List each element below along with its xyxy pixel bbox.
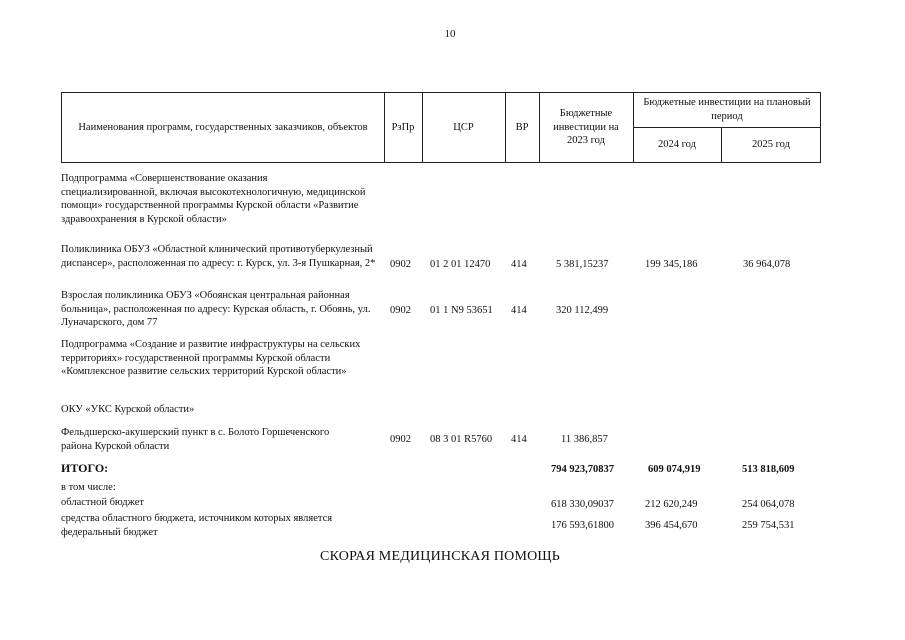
row-2023: 5 381,15237 <box>556 259 609 270</box>
row-rzpr: 0902 <box>390 305 411 316</box>
row-2024: 199 345,186 <box>645 259 698 270</box>
regional-2023: 618 330,09037 <box>551 499 614 510</box>
row-name: Поликлиника ОБУЗ «Областной клинический противотуберкулезный диспансер», расположенная по адресу: г. Курск, ул. 3-я Пушкарная, 2* <box>61 244 376 269</box>
col-header-2023: Бюджетные инвестиции на 2023 год <box>553 108 619 147</box>
including-label: в том числе: <box>61 482 116 493</box>
row-2025: 36 964,078 <box>743 259 791 270</box>
regional-2025: 254 064,078 <box>742 499 795 510</box>
total-2025: 513 818,609 <box>742 464 795 475</box>
row-vr: 414 <box>511 305 527 316</box>
federal-2025: 259 754,531 <box>742 520 795 531</box>
page-number: 10 <box>444 28 456 40</box>
row-name: Фельдшерско-акушерский пункт в с. Болото Горшеченского района Курской области <box>61 427 330 452</box>
regional-2024: 212 620,249 <box>645 499 698 510</box>
table-header <box>61 92 821 163</box>
total-2024: 609 074,919 <box>648 464 701 475</box>
row-rzpr: 0902 <box>390 259 411 270</box>
row-vr: 414 <box>511 434 527 445</box>
section-title: СКОРАЯ МЕДИЦИНСКАЯ ПОМОЩЬ <box>320 549 560 564</box>
row-name: Взрослая поликлиника ОБУЗ «Обоянская центральная районная больница», расположенная по адресу: Курская область, г. Обоянь, ул. Луначарского, дом 77 <box>61 290 371 329</box>
total-label: ИТОГО: <box>61 461 109 475</box>
row-rzpr: 0902 <box>390 434 411 445</box>
row-csr: 08 3 01 R5760 <box>430 434 493 445</box>
total-2023: 794 923,70837 <box>551 464 614 475</box>
row-vr: 414 <box>511 259 527 270</box>
row-name: ОКУ «УКС Курской области» <box>61 404 195 415</box>
federal-2024: 396 454,670 <box>645 520 698 531</box>
federal-label: средства областного бюджета, источником которых является федеральный бюджет <box>61 513 333 538</box>
col-header-vr: ВР <box>515 121 529 133</box>
row-name: Подпрограмма «Создание и развитие инфраструктуры на сельских территориях» государственной программы Курской области «Комплексное развитие сельских территорий Курской области» <box>61 339 361 378</box>
federal-2023: 176 593,61800 <box>551 520 614 531</box>
col-header-2025: 2025 год <box>752 138 790 150</box>
row-2023: 320 112,499 <box>556 305 609 316</box>
row-csr: 01 2 01 12470 <box>430 259 491 270</box>
regional-label: областной бюджет <box>61 497 144 508</box>
col-header-planned: Бюджетные инвестиции на плановый период <box>643 97 811 122</box>
col-header-csr: ЦСР <box>453 121 474 133</box>
col-header-rzpr: РзПр <box>391 121 415 133</box>
row-name: Подпрограмма «Совершенствование оказания специализированной, включая высокотехнологичную, медицинской помощи» государственной программы Курской области «Развитие здравоохранения в Курской области» <box>61 173 366 225</box>
col-header-name: Наименования программ, государственных заказчиков, объектов <box>78 121 368 133</box>
col-header-2024: 2024 год <box>658 138 696 150</box>
row-csr: 01 1 N9 53651 <box>430 305 493 316</box>
row-2023: 11 386,857 <box>561 434 608 445</box>
